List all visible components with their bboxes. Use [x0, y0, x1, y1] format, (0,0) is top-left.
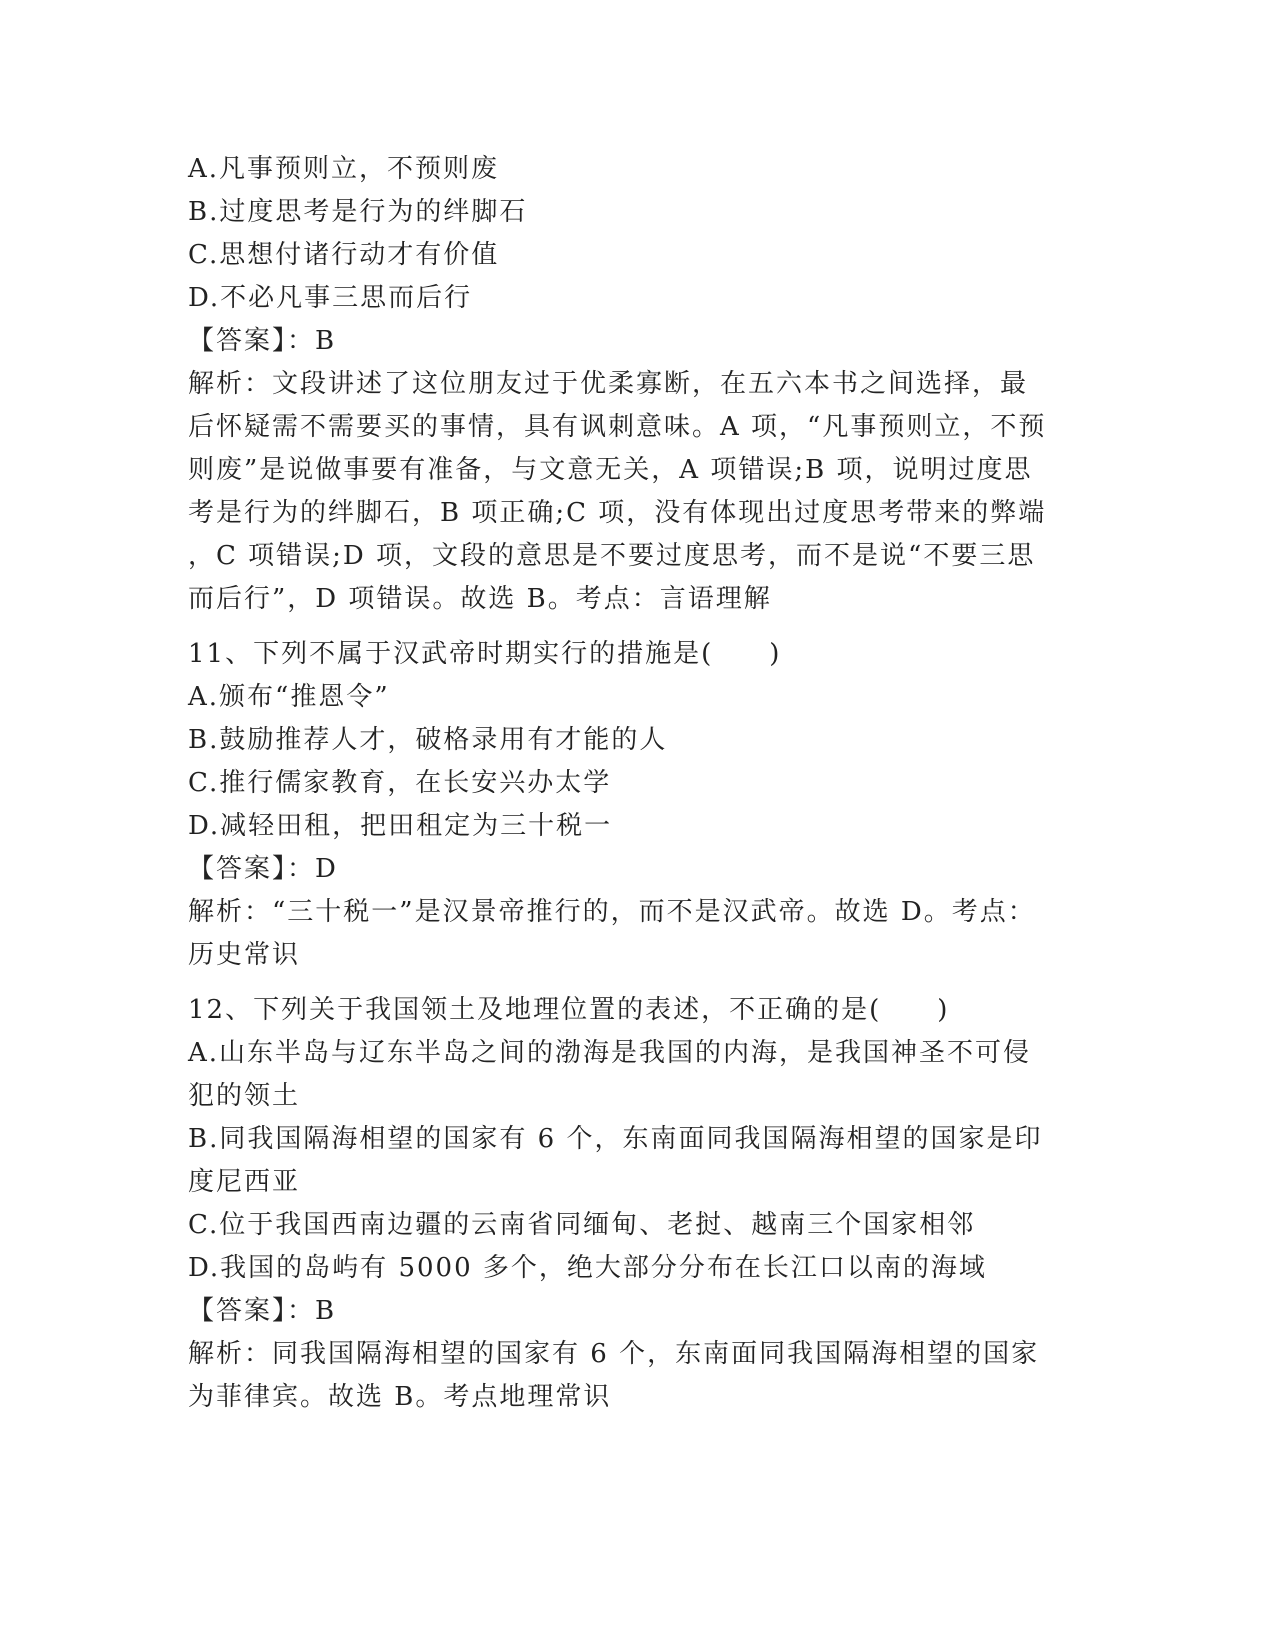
q12-option-line: B.同我国隔海相望的国家有 6 个，东南面同我国隔海相望的国家是印 [188, 1124, 1043, 1154]
q12-option-line: A.山东半岛与辽东半岛之间的渤海是我国的内海，是我国神圣不可侵 [188, 1038, 1032, 1068]
q11-analysis-line: 历史常识 [188, 940, 301, 970]
q10-analysis-line: ，C 项错误;D 项，文段的意思是不要过度思考，而不是说“不要三思 [188, 541, 1036, 571]
q11-option-a: A.颁布“推恩令” [188, 682, 390, 712]
q11-option-d: D.减轻田租，把田租定为三十税一 [188, 811, 613, 841]
section-spacer [188, 621, 1088, 633]
q10-analysis-line: 考是行为的绊脚石，B 项正确;C 项，没有体现出过度思考带来的弊端 [188, 498, 1047, 528]
q10-option-a: A.凡事预则立，不预则废 [188, 154, 500, 184]
document-body [188, 148, 1088, 1419]
q10-analysis-line: 则废”是说做事要有准备，与文意无关，A 项错误;B 项，说明过度思 [188, 455, 1033, 485]
q12-analysis-line: 为菲律宾。故选 B。考点地理常识 [188, 1382, 612, 1412]
q12-answer: 【答案】：B [188, 1296, 337, 1326]
q12-analysis-line: 解析：同我国隔海相望的国家有 6 个，东南面同我国隔海相望的国家 [188, 1339, 1040, 1369]
q12-option-line: C.位于我国西南边疆的云南省同缅甸、老挝、越南三个国家相邻 [188, 1210, 976, 1240]
q11-option-c: C.推行儒家教育，在长安兴办太学 [188, 768, 612, 798]
question-11-block [188, 633, 1088, 977]
q11-answer: 【答案】：D [188, 854, 338, 884]
q12-question: 12、下列关于我国领土及地理位置的表述，不正确的是( ) [188, 995, 950, 1025]
q11-question: 11、下列不属于汉武帝时期实行的措施是( ) [188, 639, 782, 669]
q11-option-b: B.鼓励推荐人才，破格录用有才能的人 [188, 725, 668, 755]
q10-option-d: D.不必凡事三思而后行 [188, 283, 473, 313]
q11-analysis-line: 解析：“三十税一”是汉景帝推行的，而不是汉武帝。故选 D。考点： [188, 897, 1036, 927]
section-spacer [188, 977, 1088, 989]
q10-analysis-line: 而后行”，D 项错误。故选 B。考点：言语理解 [188, 584, 772, 614]
q10-answer: 【答案】：B [188, 326, 337, 356]
q12-option-line: 犯的领土 [188, 1081, 301, 1111]
q10-analysis-line: 后怀疑需不需要买的事情，具有讽刺意味。A 项，“凡事预则立，不预 [188, 412, 1047, 442]
q10-analysis-line: 解析：文段讲述了这位朋友过于优柔寡断，在五六本书之间选择，最 [188, 369, 1029, 399]
question-12-block [188, 989, 1088, 1419]
q12-option-line: D.我国的岛屿有 5000 多个，绝大部分分布在长江口以南的海域 [188, 1253, 987, 1283]
q12-option-line: 度尼西亚 [188, 1167, 301, 1197]
question-10-block [188, 148, 1088, 621]
q10-option-c: C.思想付诸行动才有价值 [188, 240, 500, 270]
q10-option-b: B.过度思考是行为的绊脚石 [188, 197, 528, 227]
